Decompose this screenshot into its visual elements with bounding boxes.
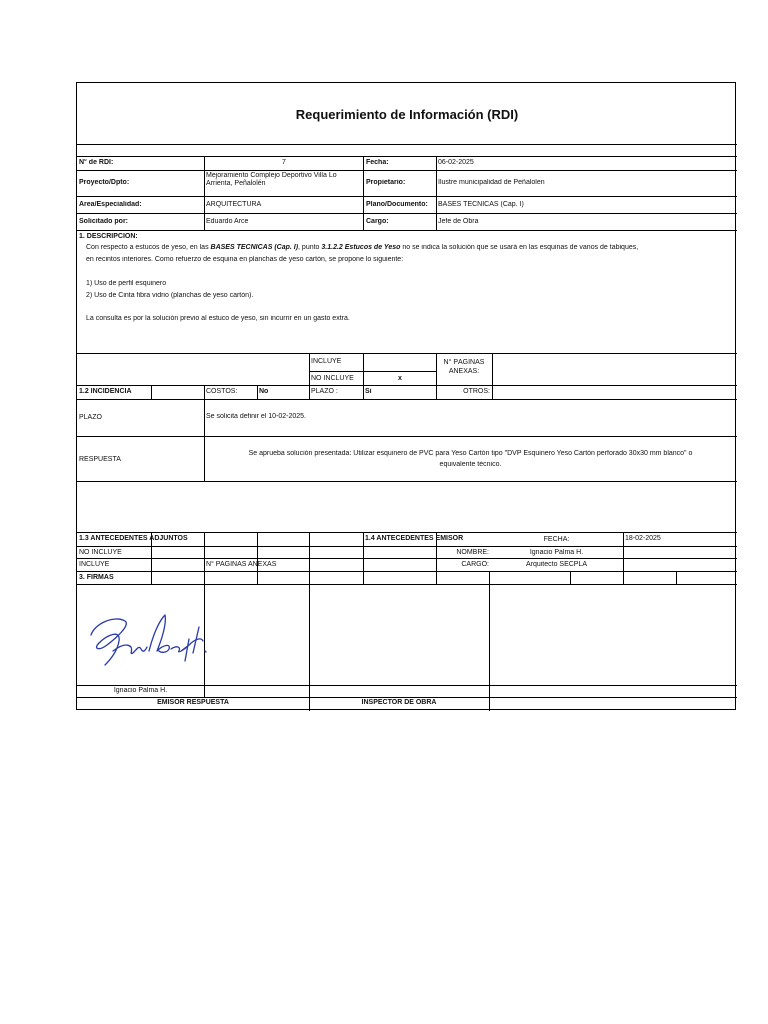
- issuer-heading: 1.4 ANTECEDENTES EMISOR: [365, 535, 464, 542]
- signature-strokes: [91, 615, 206, 665]
- description-emphasis: 3.1.2.2 Estucos de Yeso: [321, 244, 401, 251]
- attachments-heading: 1.3 ANTECEDENTES ADJUNTOS: [79, 535, 188, 542]
- project-value: Mejoramiento Complejo Deportivo Villa Lo Arrienta, Peñalolén: [206, 172, 337, 187]
- issuer-signature-label: EMISOR RESPUESTA: [157, 699, 229, 706]
- rule: [363, 532, 364, 584]
- rule: [77, 144, 737, 145]
- rule: [204, 156, 205, 230]
- not-includes-label: NO INCLUYE: [311, 375, 354, 382]
- rule: [363, 156, 364, 230]
- rule: [77, 385, 737, 386]
- rule: [77, 532, 737, 533]
- form-title: Requerimiento de Información (RDI): [295, 107, 519, 122]
- description-heading: 1. DESCRIPCIÓN:: [79, 233, 138, 240]
- rule: [77, 558, 737, 559]
- incidence-heading: 1.2 INCIDENCIA: [79, 388, 132, 395]
- issuer-date-label: FECHA:: [543, 536, 570, 543]
- rule: [436, 156, 437, 230]
- deadline-value: Se solicita definir el 10-02-2025.: [206, 413, 307, 420]
- not-includes-mark: x: [398, 375, 402, 382]
- requested-by-value: Eduardo Arce: [206, 218, 249, 225]
- rule: [77, 230, 737, 231]
- handwritten-signature: [85, 605, 211, 669]
- rule: [309, 353, 310, 399]
- deadline-label: PLAZO: [79, 414, 102, 421]
- issuer-name-label: NOMBRE:: [456, 549, 489, 556]
- term-value: Si: [365, 388, 372, 395]
- description-text: , punto: [298, 244, 322, 251]
- owner-label: Propietario:: [366, 179, 406, 186]
- document-label: Plano/Documento:: [366, 201, 428, 208]
- attachments-not-included-label: NO INCLUYE: [79, 549, 122, 556]
- date-value: 06-02-2025: [438, 159, 474, 166]
- costs-value: No: [259, 388, 269, 395]
- project-label: Proyecto/Dpto:: [79, 179, 130, 186]
- rule: [204, 399, 205, 481]
- rule: [623, 532, 624, 584]
- term-label: PLAZO :: [311, 388, 338, 395]
- rule: [257, 532, 258, 584]
- rule: [309, 371, 437, 372]
- others-label: OTROS:: [463, 388, 490, 395]
- rule: [77, 353, 737, 354]
- annex-pages-label: ANEXAS:: [448, 368, 480, 375]
- area-label: Área/Especialidad:: [79, 201, 142, 208]
- rdi-number-value: 7: [282, 159, 286, 166]
- description-item-1: 1) Uso de perfil esquinero: [86, 280, 167, 287]
- owner-value: Ilustre municipalidad de Peñalolen: [438, 179, 545, 186]
- signatures-heading: 3. FIRMAS: [79, 574, 114, 581]
- rule: [309, 584, 310, 711]
- rule: [492, 353, 493, 399]
- date-label: Fecha:: [366, 159, 389, 166]
- annex-pages-label: N° PÁGINAS: [443, 359, 485, 366]
- document-value: BASES TÉCNICAS (Cap. I): [438, 201, 524, 208]
- rule: [151, 385, 152, 399]
- rule: [257, 385, 258, 399]
- rule: [77, 399, 737, 400]
- rule: [77, 170, 737, 171]
- description-line-1: [86, 244, 734, 252]
- rule: [77, 436, 737, 437]
- costs-label: COSTOS:: [206, 388, 238, 395]
- role-value: Jefe de Obra: [438, 218, 479, 225]
- requested-by-label: Solicitado por:: [79, 218, 128, 225]
- description-item-2: 2) Uso de Cinta fibra vidrio (planchas de yeso cartón).: [86, 292, 254, 299]
- rule: [77, 481, 737, 482]
- description-line-3: La consulta es por la solución previo al estuco de yeso, sin incurrir en un gasto extra.: [86, 315, 350, 322]
- rule: [77, 685, 737, 686]
- issuer-role-label: CARGO:: [461, 561, 489, 568]
- description-line-2: en recintos interiores. Como refuerzo de esquina en planchas de yeso cartón, se propone lo siguiente:: [86, 256, 404, 263]
- response-label: RESPUESTA: [79, 456, 121, 463]
- includes-label: INCLUYE: [311, 358, 342, 365]
- rule: [570, 571, 571, 584]
- description-emphasis: BASES TÉCNICAS (Cap. I): [210, 244, 299, 251]
- rule: [204, 385, 205, 399]
- issuer-date-value: 18-02-2025: [625, 535, 661, 542]
- attachments-included-label: INCLUYE: [79, 561, 110, 568]
- rule: [676, 571, 677, 584]
- role-label: Cargo:: [366, 218, 389, 225]
- response-line-2: equivalente técnico.: [439, 461, 502, 468]
- rule: [77, 697, 737, 698]
- rule: [77, 546, 737, 547]
- rule: [77, 196, 737, 197]
- response-line-1: Se aprueba solución presentada: Utilizar esquinero de PVC para Yeso Cartón tipo "DVP Esquinero Yeso Cartón perforado 30x30 mm blanco" o: [248, 450, 693, 457]
- rule: [77, 156, 737, 157]
- rule: [77, 571, 737, 572]
- rule: [363, 385, 364, 399]
- issuer-name-value: Ignacio Palma H.: [529, 549, 584, 556]
- signer-name: Ignacio Palma H.: [113, 687, 168, 694]
- issuer-role-value: Arquitecto SECPLA: [525, 561, 588, 568]
- rule: [77, 584, 737, 585]
- rdi-form: [76, 82, 736, 710]
- rule: [309, 532, 310, 584]
- description-text: no se indica la solución que se usará en las esquinas de vanos de tabiques,: [400, 244, 639, 251]
- description-text: Con respecto a estucos de yeso, en las: [86, 244, 211, 251]
- rdi-number-label: N° de RDI:: [79, 159, 114, 166]
- inspector-signature-label: INSPECTOR DE OBRA: [361, 699, 437, 706]
- rule: [489, 584, 490, 711]
- rule: [77, 213, 737, 214]
- area-value: ARQUITECTURA: [206, 201, 262, 208]
- rule: [489, 571, 490, 584]
- attachments-pages-label: N° PAGINAS ANEXAS: [206, 561, 277, 568]
